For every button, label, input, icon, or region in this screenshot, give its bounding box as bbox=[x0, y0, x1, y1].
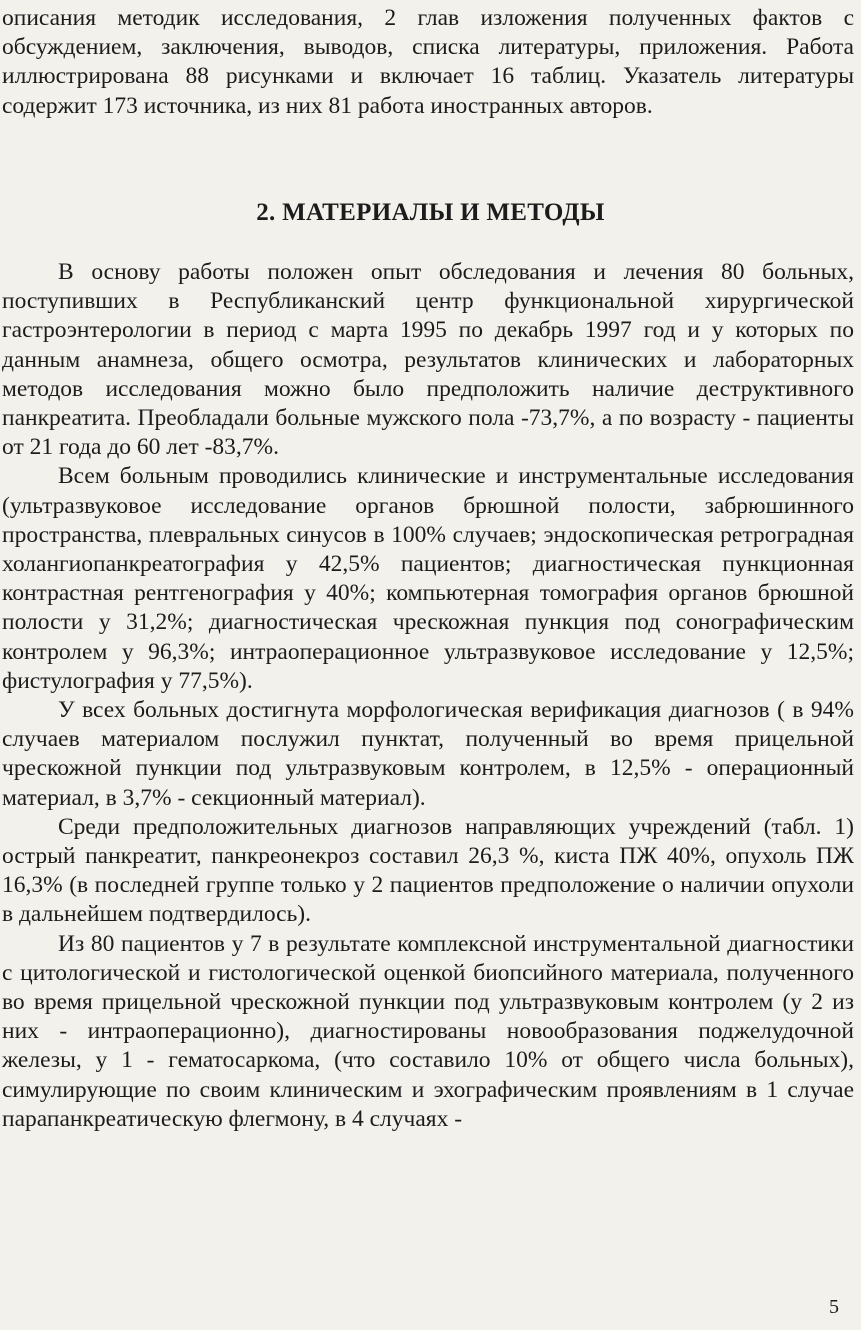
intro-paragraph-block bbox=[2, 4, 854, 121]
intro-paragraph: описания методик исследования, 2 глав изложения полученных фактов с обсуждением, заключения, выводов, списка литературы, приложения. Работа иллюстрирована 88 рисунками и включает 16 таблиц. Указатель литературы содержит 173 источника, из них 81 работа иностранных авторов. bbox=[2, 5, 854, 119]
section-body bbox=[2, 258, 854, 1134]
paragraph-4: Среди предположительных диагнозов направляющих учреждений (табл. 1) острый панкреатит, панкреонекроз составил 26,3 %, киста ПЖ 40%, опухоль ПЖ 16,3% (в последней группе только у 2 пациентов предположение о наличии опухоли в дальнейшем подтвердилось). bbox=[2, 813, 854, 928]
paragraph-1: В основу работы положен опыт обследования и лечения 80 больных, поступивших в Республиканский центр функциональной хирургической гастроэнтерологии в период с марта 1995 по декабрь 1997 год и у которых по данным анамнеза, общего осмотра, результатов клинических и лабораторных методов исследования можно было предположить наличие деструктивного панкреатита. Преобладали больные мужского пола -73,7%, а по возрасту - пациенты от 21 года до 60 лет -83,7%. bbox=[2, 259, 854, 461]
section-heading: 2. МАТЕРИАЛЫ И МЕТОДЫ bbox=[256, 199, 605, 226]
page-number: 5 bbox=[829, 1296, 839, 1318]
paragraph-5: Из 80 пациентов у 7 в результате комплексной инструментальной диагностики с цитологической и гистологической оценкой биопсийного материала, полученного во время прицельной чрескожной пункции под ультразвуковым контролем (у 2 из них - интраоперационно), диагностированы новообразования поджелудочной железы, у 1 - гематосаркома, (что составило 10% от общего числа больных), симулирующие по своим клиническим и эхографическим проявлениям в 1 случае парапанкреатическую флегмону, в 4 случаях - bbox=[2, 930, 854, 1132]
paragraph-3: У всех больных достигнута морфологическая верификация диагнозов ( в 94% случаев материалом послужил пунктат, полученный во время прицельной чрескожной пункции под ультразвуковым контролем, в 12,5% - операционный материал, в 3,7% - секционный материал). bbox=[2, 697, 854, 811]
paragraph-2: Всем больным проводились клинические и инструментальные исследования (ультразвуковое исследование органов брюшной полости, забрюшинного пространства, плевральных синусов в 100% случаев; эндоскопическая ретроградная холангиопанкреатография у 42,5% пациентов; диагностическая пункционная контрастная рентгенография у 40%; компьютерная томография органов брюшной полости у 31,2%; диагностическая чрескожная пункция под сонографическим контролем у 96,3%; интраоперационное ультразвуковое исследование у 12,5%; фистулография у 77,5%). bbox=[2, 463, 854, 694]
